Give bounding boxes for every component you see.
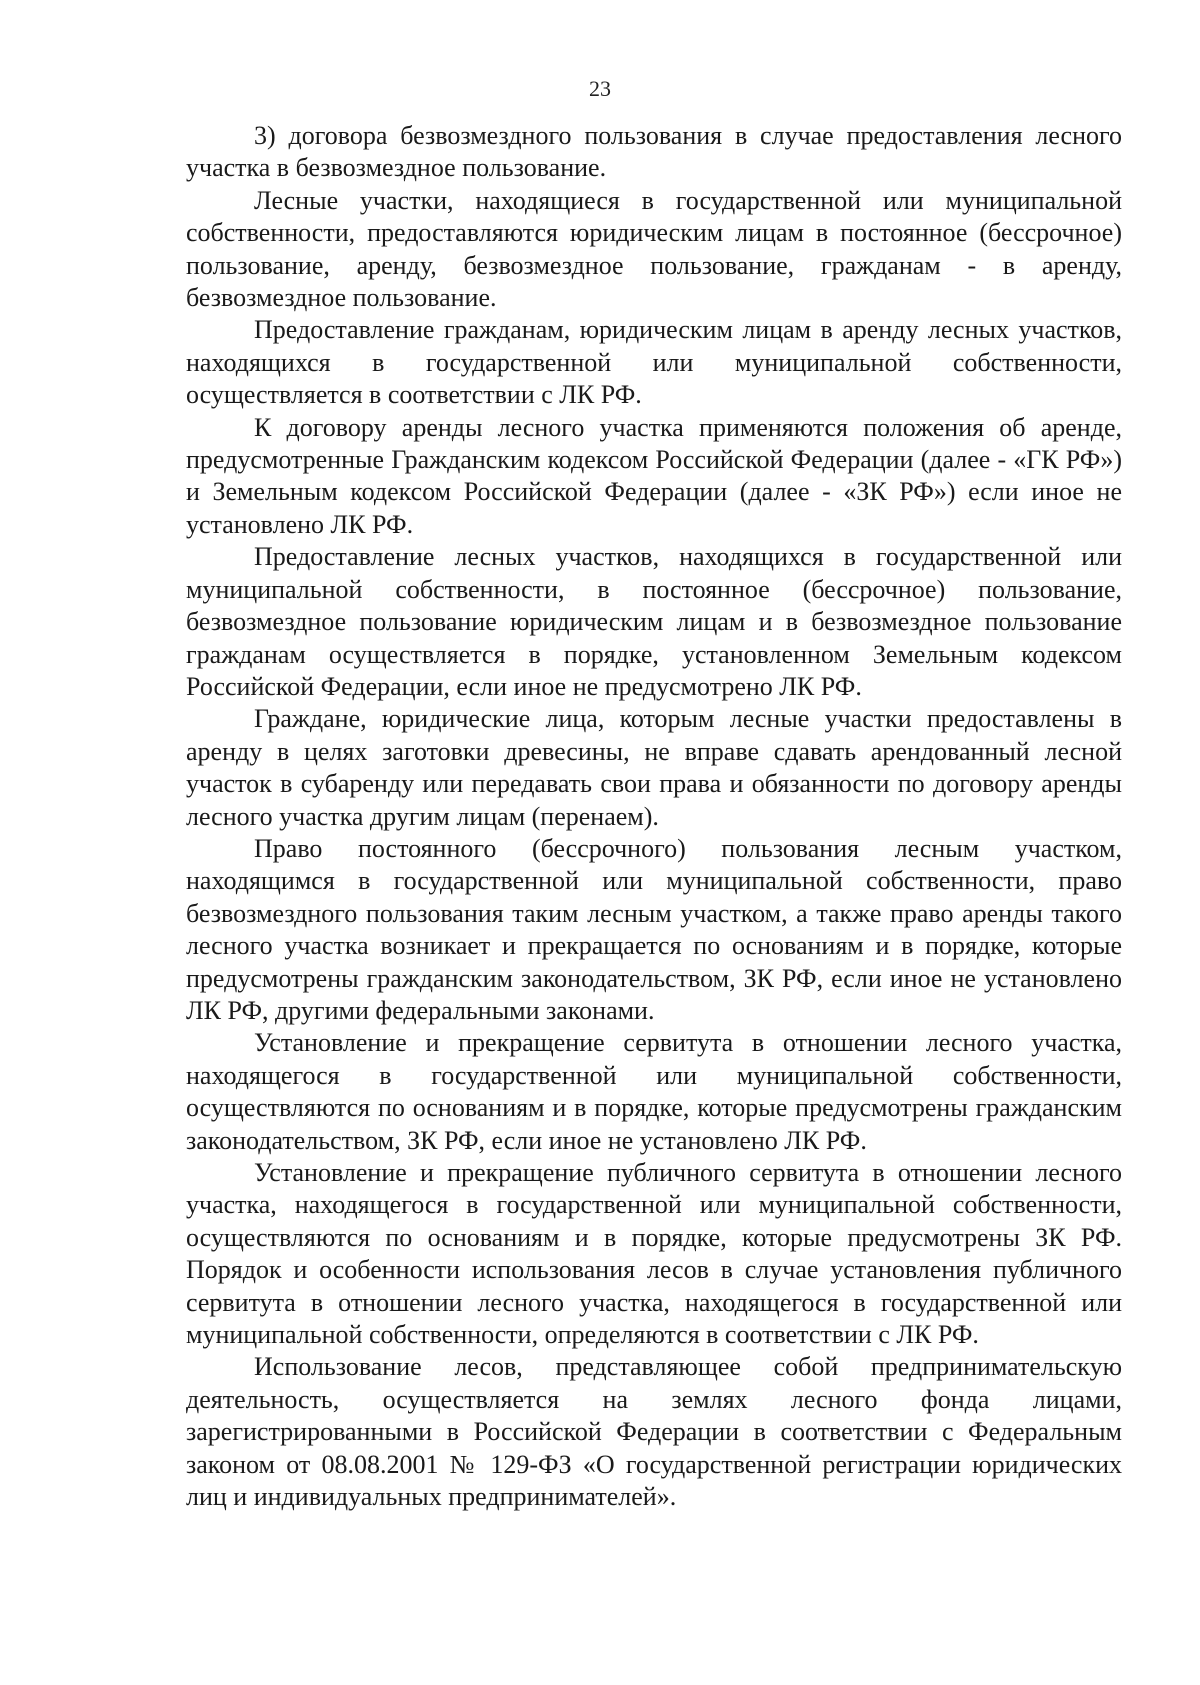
document-body — [186, 120, 1122, 1513]
page-number: 23 — [589, 76, 611, 101]
paragraph: Использование лесов, представляющее собой предпринимательскую деятельность, осуществляется на землях лесного фонда лицами, зарегистрированными в Российской Федерации в соответствии с Федеральным законом от 08.08.2001 № 129-ФЗ «О государственной регистрации юридических лиц и индивидуальных предпринимателей». — [186, 1352, 1122, 1512]
paragraph: Право постоянного (бессрочного) пользования лесным участком, находящимся в государственной или муниципальной собственности, право безвозмездного пользования таким лесным участком, а также право аренды такого лесного участка возникает и прекращается по основаниям и в порядке, которые предусмотрены гражданским законодательством, ЗК РФ, если иное не установлено ЛК РФ, другими федеральными законами. — [186, 833, 1122, 1025]
paragraph: Установление и прекращение публичного сервитута в отношении лесного участка, находящегося в государственной или муниципальной собственности, осуществляются по основаниям и в порядке, которые предусмотрены ЗК РФ. Порядок и особенности использования лесов в случае установления публичного сервитута в отношении лесного участка, находящегося в государственной или муниципальной собственности, определяются в соответствии с ЛК РФ. — [186, 1158, 1122, 1350]
paragraph: Предоставление гражданам, юридическим лицам в аренду лесных участков, находящихся в государственной или муниципальной собственности, осуществляется в соответствии с ЛК РФ. — [186, 315, 1122, 410]
paragraph: Предоставление лесных участков, находящихся в государственной или муниципальной собственности, в постоянное (бессрочное) пользование, безвозмездное пользование юридическим лицам и в безвозмездное пользование гражданам осуществляется в порядке, установленном Земельным кодексом Российской Федерации, если иное не предусмотрено ЛК РФ. — [186, 542, 1122, 701]
paragraph: Лесные участки, находящиеся в государственной или муниципальной собственности, предоставляются юридическим лицам в постоянное (бессрочное) пользование, аренду, безвозмездное пользование, гражданам - в аренду, безвозмездное пользование. — [186, 185, 1122, 313]
paragraph: 3) договора безвозмездного пользования в случае предоставления лесного участка в безвозмездное пользование. — [186, 121, 1122, 183]
paragraph: Граждане, юридические лица, которым лесные участки предоставлены в аренду в целях заготовки древесины, не вправе сдавать арендованный лесной участок в субаренду или передавать свои права и обязанности по договору аренды лесного участка другим лицам (перенаем). — [186, 704, 1122, 831]
paragraph: К договору аренды лесного участка применяются положения об аренде, предусмотренные Гражданским кодексом Российской Федерации (далее - «ГК РФ») и Земельным кодексом Российской Федерации (далее - «ЗК РФ») если иное не установлено ЛК РФ. — [186, 412, 1122, 539]
paragraph: Установление и прекращение сервитута в отношении лесного участка, находящегося в государственной или муниципальной собственности, осуществляются по основаниям и в порядке, которые предусмотрены гражданским законодательством, ЗК РФ, если иное не установлено ЛК РФ. — [186, 1028, 1122, 1155]
